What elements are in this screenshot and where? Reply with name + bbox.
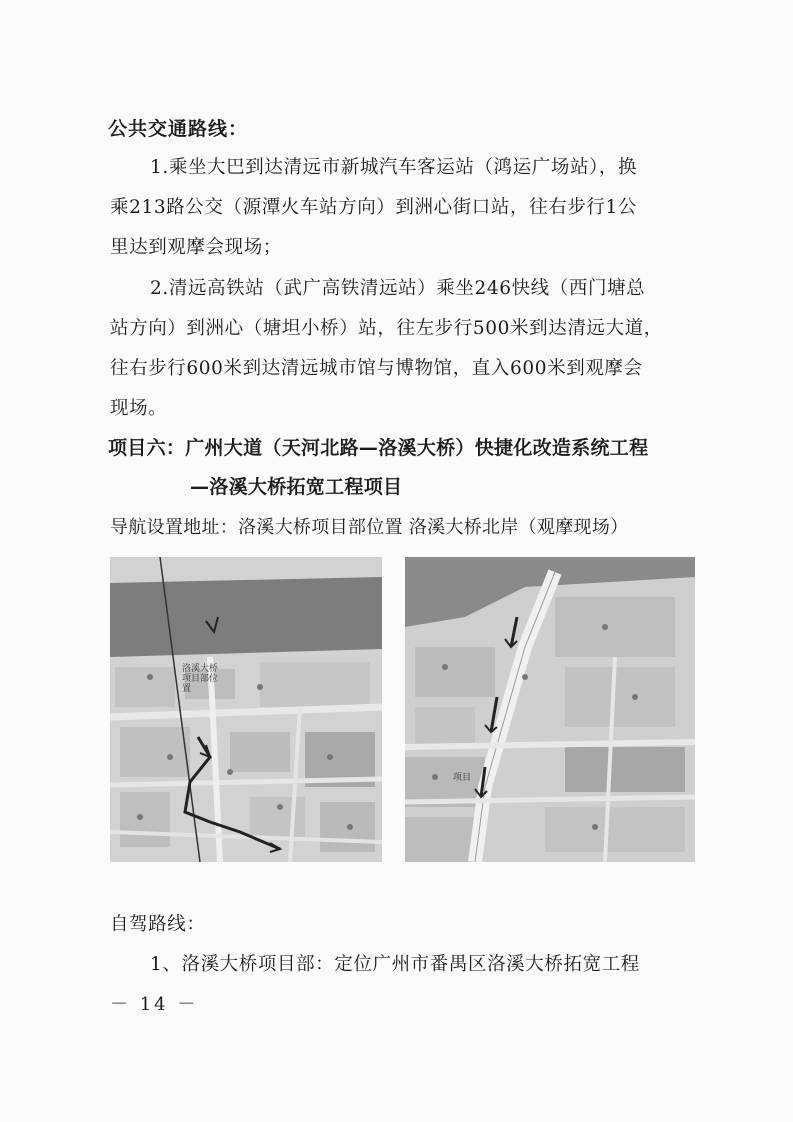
drive-heading: 自驾路线： <box>110 914 206 935</box>
transit-route2-line2: 站方向）到洲心（塘坦小桥）站，往左步行500米到达清远大道， <box>110 318 663 339</box>
map-right-graphic <box>405 557 695 862</box>
transit-route1-line2: 乘213路公交（源潭火车站方向）到洲心街口站，往右步行1公 <box>110 197 637 218</box>
map-left-label: 洛溪大桥 项目部位置 <box>182 664 219 694</box>
river-shape <box>110 577 382 657</box>
project6-title-line1: 项目六：广州大道（天河北路—洛溪大桥）快捷化改造系统工程 <box>108 437 649 459</box>
map-left-graphic <box>110 557 382 862</box>
project6-title-line2: —洛溪大桥拓宽工程项目 <box>190 476 403 498</box>
transit-route2-line3: 往右步行600米到达清远城市馆与博物馆，直入600米到观摩会 <box>110 358 643 379</box>
map-right <box>405 557 695 862</box>
transit-route2-line1: 2.清远高铁站（武广高铁清远站）乘坐246快线（西门塘总 <box>150 278 646 299</box>
drive-route1: 1、洛溪大桥项目部：定位广州市番禺区洛溪大桥拓宽工程 <box>150 954 640 975</box>
transit-route1-line1: 1.乘坐大巴到达清远市新城汽车客运站（鸿运广场站），换 <box>150 157 638 178</box>
transit-route1-line3: 里达到观摩会现场； <box>110 237 282 258</box>
page-number: － 14 － <box>110 994 199 1015</box>
map-right-label: 项目 <box>453 773 472 783</box>
transit-heading: 公共交通路线： <box>108 118 249 140</box>
nav-address: 导航设置地址：洛溪大桥项目部位置 洛溪大桥北岸（观摩现场） <box>110 517 629 538</box>
map-left <box>110 557 382 862</box>
transit-route2-line4: 现场。 <box>110 398 168 419</box>
